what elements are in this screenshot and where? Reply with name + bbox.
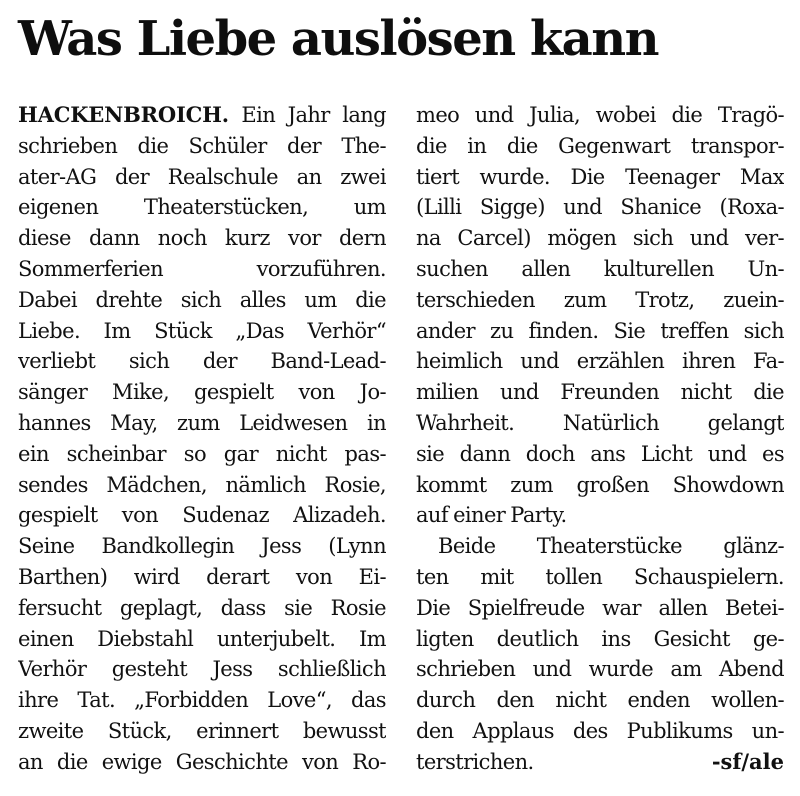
article-line: gespielt von Sudenaz Alizadeh. xyxy=(18,503,386,528)
author-byline: -sf/ale xyxy=(711,748,784,774)
article-line: milien und Freunden nicht die xyxy=(416,380,784,405)
article-line-text: Ein Jahr lang xyxy=(241,103,386,127)
article-line: ihre Tat. „Forbidden Love“, das xyxy=(18,688,386,713)
article-line: hannes May, zum Leidwesen in xyxy=(18,410,386,435)
article-line: ligten deutlich ins Gesicht ge- xyxy=(416,626,784,651)
article-line: fersucht geplagt, dass sie Rosie xyxy=(18,595,386,620)
article-column-right xyxy=(416,100,784,778)
closing-line xyxy=(416,747,784,778)
article-line: sendes Mädchen, nämlich Rosie, xyxy=(18,472,386,497)
article-line: na Carcel) mögen sich und ver- xyxy=(416,226,784,251)
article-line: Wahrheit. Natürlich gelangt xyxy=(416,410,784,435)
article-line: verliebt sich der Band-Lead- xyxy=(18,349,386,374)
article-line: diese dann noch kurz vor dern xyxy=(18,226,386,251)
article-line: sie dann doch ans Licht und es xyxy=(416,441,784,466)
article-line: eigenen Theaterstücken, um xyxy=(18,195,386,220)
article-line: Barthen) wird derart von Ei- xyxy=(18,564,386,589)
article-line: ten mit tollen Schauspielern. xyxy=(416,564,784,589)
article-line: terstrichen. xyxy=(416,749,534,774)
article-line xyxy=(18,100,386,131)
article-body xyxy=(18,100,784,778)
article-line: die in die Gegenwart transpor- xyxy=(416,133,784,158)
article-line: (Lilli Sigge) und Shanice (Roxa- xyxy=(416,195,784,220)
article-line: den Applaus des Publikums un- xyxy=(416,718,784,743)
article-line: Seine Bandkollegin Jess (Lynn xyxy=(18,534,386,559)
article-line: suchen allen kulturellen Un- xyxy=(416,256,784,281)
article-line: sänger Mike, gespielt von Jo- xyxy=(18,380,386,405)
article-line: ander zu finden. Sie treffen sich xyxy=(416,318,784,343)
article-line: heimlich und erzählen ihren Fa- xyxy=(416,349,784,374)
article-line: ein scheinbar so gar nicht pas- xyxy=(18,441,386,466)
headline: Was Liebe auslösen kann xyxy=(18,11,659,67)
article-line: Liebe. Im Stück „Das Verhör“ xyxy=(18,318,386,343)
article-line: Beide Theaterstücke glänz- xyxy=(438,534,784,559)
article-column-left xyxy=(18,100,386,778)
article-line: schrieben die Schüler der The- xyxy=(18,133,386,158)
article-line: an die ewige Geschichte von Ro- xyxy=(18,749,386,774)
article-line: zweite Stück, erinnert bewusst xyxy=(18,718,386,743)
article-line: Dabei drehte sich alles um die xyxy=(18,287,386,312)
article-line: schrieben und wurde am Abend xyxy=(416,657,784,682)
article-line: Die Spielfreude war allen Betei- xyxy=(416,595,784,620)
article-line: meo und Julia, wobei die Tragö- xyxy=(416,103,784,127)
dateline: HACKENBROICH. xyxy=(18,102,229,127)
article-line: durch den nicht enden wollen- xyxy=(416,688,784,713)
article-line: Sommerferien vorzuführen. xyxy=(18,256,386,281)
article-line: tiert wurde. Die Teenager Max xyxy=(416,164,784,189)
article-line: terschieden zum Trotz, zuein- xyxy=(416,287,784,312)
article-line: auf einer Party. xyxy=(416,503,567,528)
article-line: ater-AG der Realschule an zwei xyxy=(18,164,386,189)
article-line: Verhör gesteht Jess schließlich xyxy=(18,657,386,682)
article-line: einen Diebstahl unterjubelt. Im xyxy=(18,626,386,651)
article-line: kommt zum großen Showdown xyxy=(416,472,784,497)
